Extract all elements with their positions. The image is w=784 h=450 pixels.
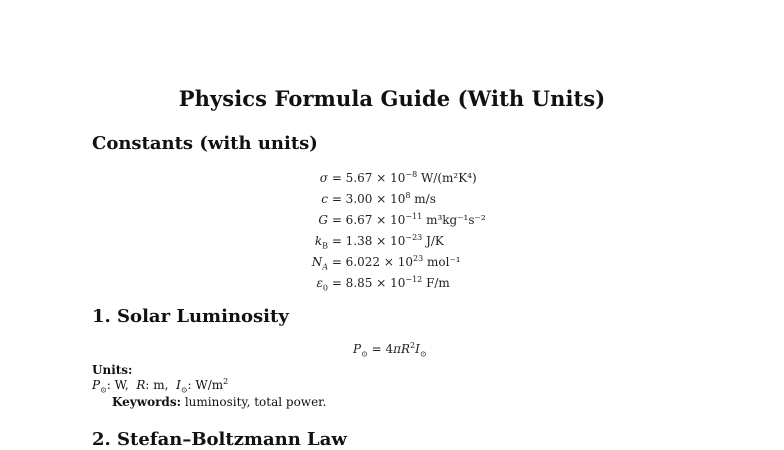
constant-symbol: $k_B$ — [314, 234, 328, 251]
constant-symbol: $\varepsilon_0$ — [316, 276, 328, 293]
keywords-line — [112, 395, 326, 409]
section-heading-solar-luminosity: 1. Solar Luminosity — [92, 306, 289, 327]
constant-value: = $5.67 \times 10^{-8}$ W/(m²K⁴) — [328, 170, 477, 185]
constant-row — [290, 254, 461, 271]
constants-heading: Constants (with units) — [92, 133, 318, 154]
constant-row — [290, 170, 477, 185]
constant-value: = $8.85 \times 10^{-12}$ F/m — [328, 275, 450, 290]
units-values: $P_⊙$: W, R: m, $I_⊙$: $W/m^2$ — [92, 377, 229, 395]
constant-symbol: σ — [319, 171, 328, 185]
constant-row — [290, 191, 436, 206]
constant-value: = $3.00 \times 10^8$ m/s — [328, 191, 436, 206]
units-label: Units: — [92, 363, 133, 377]
luminosity-equation: $P_⊙ = 4\pi R^2I_⊙$ — [353, 341, 427, 359]
page-title: Physics Formula Guide (With Units) — [178, 86, 606, 111]
constant-value: = $6.022 \times 10^{23}$ mol⁻¹ — [328, 254, 461, 269]
constant-value: = $1.38 \times 10^{-23}$ J/K — [328, 233, 444, 248]
constant-row — [290, 233, 444, 250]
constant-row — [290, 275, 450, 292]
constant-symbol: c — [321, 192, 328, 206]
section-heading-stefan-boltzmann: 2. Stefan–Boltzmann Law — [92, 429, 347, 450]
keywords-label: Keywords: — [112, 395, 182, 409]
constant-symbol: $N_A$ — [311, 255, 328, 272]
keywords-text: luminosity, total power. — [184, 395, 327, 409]
constant-symbol: G — [318, 213, 328, 227]
constant-value: = $6.67 \times 10^{-11}$ m³kg⁻¹s⁻² — [328, 212, 486, 227]
constant-row — [290, 212, 486, 227]
